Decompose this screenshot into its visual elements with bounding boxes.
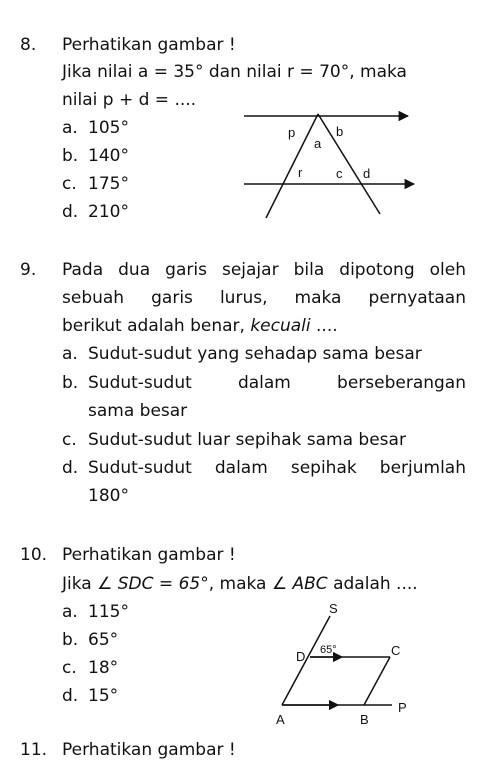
q10-label-65: 65° bbox=[320, 644, 337, 656]
q8-option-d: 210° bbox=[88, 202, 129, 222]
q10-option-c: 18° bbox=[88, 658, 119, 678]
q8-option-a: 105° bbox=[88, 118, 129, 138]
q8-option-d-letter: d. bbox=[62, 202, 79, 222]
q8-option-a-letter: a. bbox=[62, 118, 78, 138]
q10-title: Perhatikan gambar ! bbox=[62, 545, 236, 565]
q9-option-b-cont: sama besar bbox=[88, 401, 188, 421]
q9-option-b-letter: b. bbox=[62, 373, 79, 393]
q11-title: Perhatikan gambar ! bbox=[62, 740, 236, 760]
q8-label-p: p bbox=[288, 125, 296, 140]
q10-option-d: 15° bbox=[88, 686, 119, 706]
q8-title: Perhatikan gambar ! bbox=[62, 35, 236, 55]
q8-label-c: c bbox=[336, 166, 343, 181]
q8-text-line1: Jika nilai a = 35° dan nilai r = 70°, maka bbox=[62, 62, 407, 82]
q11-number: 11. bbox=[20, 740, 48, 760]
q8-text-line2: nilai p + d = .... bbox=[62, 90, 197, 110]
q9-stem-exception: kecuali bbox=[250, 316, 311, 336]
q8-option-c: 175° bbox=[88, 174, 129, 194]
q9-option-d-letter: d. bbox=[62, 458, 79, 478]
q10-label-d: D bbox=[296, 649, 306, 664]
q9-option-b: Sudut-sudut dalam berseberangan bbox=[88, 373, 466, 393]
q8-label-r: r bbox=[298, 165, 303, 180]
q10-label-b: B bbox=[360, 712, 369, 727]
q10-angle-sdc: SDC = 65° bbox=[117, 574, 209, 594]
q10-label-p: P bbox=[398, 700, 407, 715]
q9-option-a-letter: a. bbox=[62, 344, 78, 364]
q10-label-a: A bbox=[276, 712, 285, 727]
q9-option-c: Sudut-sudut luar sepihak sama besar bbox=[88, 430, 406, 450]
q8-number: 8. bbox=[20, 35, 37, 55]
q10-option-c-letter: c. bbox=[62, 658, 77, 678]
q10-option-b: 65° bbox=[88, 630, 119, 650]
q10-angle-abc: ABC bbox=[292, 574, 328, 594]
q9-stem-line3-end: .... bbox=[310, 316, 338, 336]
angle-symbol-icon: ∠ bbox=[97, 574, 118, 594]
q8-label-b: b bbox=[336, 124, 344, 139]
q10-line-cb bbox=[364, 657, 390, 705]
q10-label-s: S bbox=[329, 601, 338, 616]
q9-number: 9. bbox=[20, 260, 37, 280]
q9-option-c-letter: c. bbox=[62, 430, 77, 450]
q10-label-c: C bbox=[391, 643, 401, 658]
q10-option-a: 115° bbox=[88, 602, 129, 622]
angle-symbol-icon: ∠ bbox=[271, 574, 293, 594]
q8-label-d: d bbox=[363, 166, 371, 181]
q10-option-b-letter: b. bbox=[62, 630, 79, 650]
q9-stem-line1: Pada dua garis sejajar bila dipotong oleh bbox=[62, 260, 466, 280]
q10-stem-part3: adalah .... bbox=[327, 574, 418, 594]
q10-option-d-letter: d. bbox=[62, 686, 79, 706]
q9-option-d-cont: 180° bbox=[88, 486, 129, 506]
q9-stem-line3-main: berikut adalah benar, bbox=[62, 316, 251, 336]
q9-option-d: Sudut-sudut dalam sepihak berjumlah bbox=[88, 458, 466, 478]
q10-number: 10. bbox=[20, 545, 48, 565]
q10-stem-part2: , maka bbox=[208, 574, 272, 594]
q9-stem-line2: sebuah garis lurus, maka pernyataan bbox=[62, 288, 466, 308]
q10-line-as bbox=[282, 616, 330, 705]
q9-option-a: Sudut-sudut yang sehadap sama besar bbox=[88, 344, 422, 364]
q8-option-c-letter: c. bbox=[62, 174, 77, 194]
q10-stem-part1: Jika bbox=[62, 574, 98, 594]
q10-option-a-letter: a. bbox=[62, 602, 78, 622]
q8-label-a: a bbox=[314, 136, 322, 151]
q8-option-b-letter: b. bbox=[62, 146, 79, 166]
q8-option-b: 140° bbox=[88, 146, 129, 166]
